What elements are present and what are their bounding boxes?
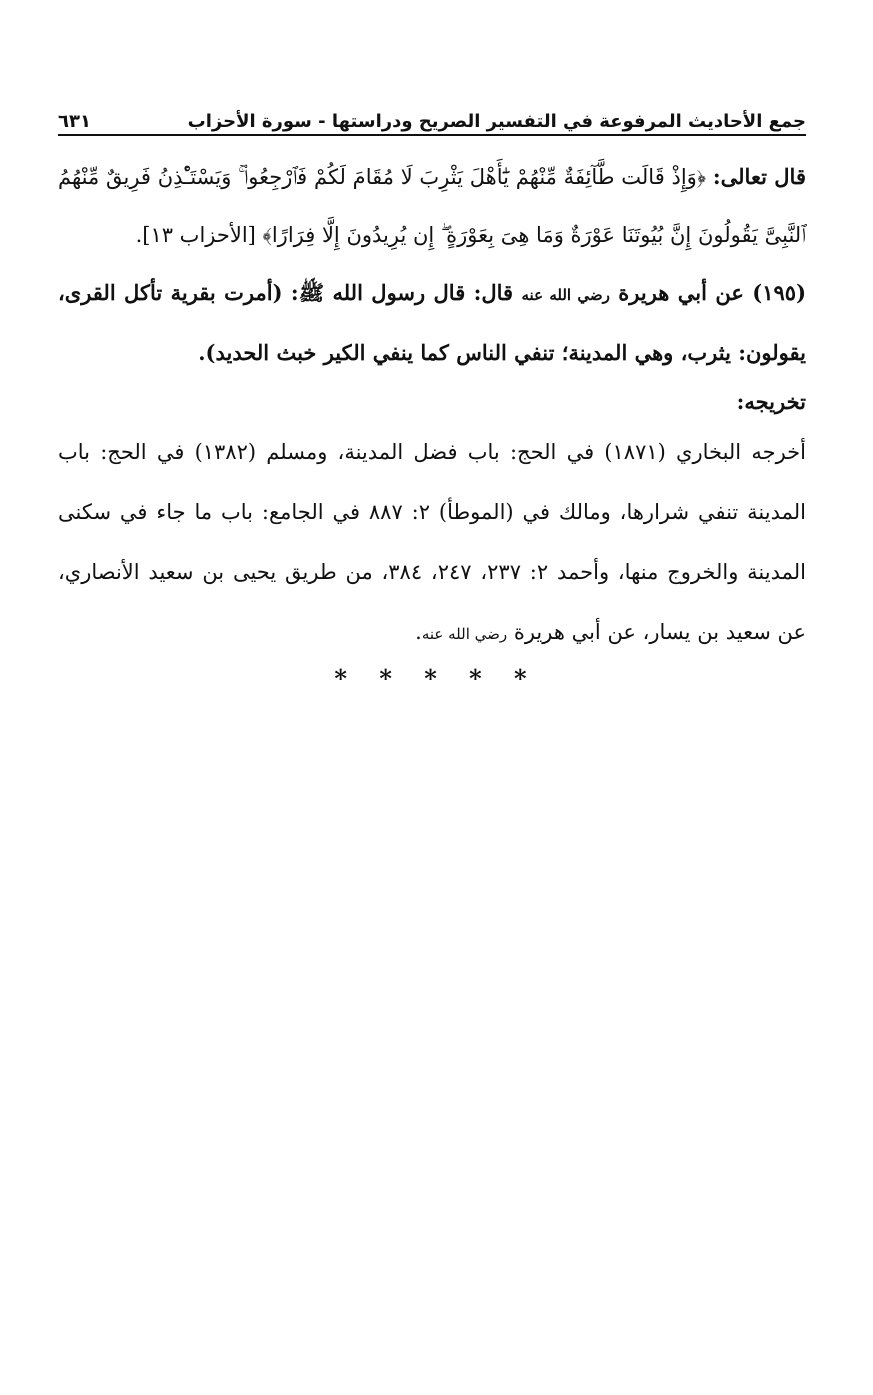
takhrij-paragraph: [58, 422, 806, 664]
hadith-matn: : (أمرت بقرية تأكل القرى، يقولون: يثرب، وهي المدينة؛ تنفي الناس كما ينفي الكير خبث الحديد).: [58, 280, 806, 365]
takhrij-end: .: [415, 620, 422, 644]
verse-intro: قال تعالى:: [712, 164, 806, 189]
companion-honorific: رضي الله عنه: [521, 286, 610, 304]
hadith-paragraph: [58, 264, 806, 382]
hadith-chain: عن أبي هريرة: [618, 280, 744, 305]
verse-reference: [الأحزاب ١٣].: [135, 223, 256, 247]
section-separator: * * * * *: [334, 664, 539, 693]
prophet-honorific: ﷺ: [298, 280, 325, 305]
takhrij-text: أخرجه البخاري (١٨٧١) في الحج: باب فضل المدينة، ومسلم (١٣٨٢) في الحج: باب المدينة تنفي شرارها، ومالك في (الموطأ) ٢: ٨٨٧ في الجامع: باب ما جاء في سكنى المدينة والخروج منها، وأحمد ٢: ٢٣٧، ٢٤٧، ٣٨٤، من طريق يحيى بن سعيد الأنصاري، عن سعيد بن يسار، عن أبي هريرة: [58, 440, 806, 644]
verse-text: ﴿وَإِذْ قَالَت طَّآئِفَةٌ مِّنْهُمْ يَٰٓأَهْلَ يَثْرِبَ لَا مُقَامَ لَكُمْ فَٱرْجِعُوا۟ ۚ وَيَسْتَـْٔذِنُ فَرِيقٌ مِّنْهُمُ ٱلنَّبِىَّ يَقُولُونَ إِنَّ بُيُوتَنَا عَوْرَةٌ وَمَا هِىَ بِعَوْرَةٍ ۖ إِن يُرِيدُونَ إِلَّا فِرَارًا﴾: [58, 165, 806, 247]
header-rule: [58, 134, 806, 136]
page-number: ٦٣١: [58, 111, 91, 132]
body-text: [58, 148, 806, 664]
running-header: [58, 104, 806, 132]
takhrij-heading: تخريجه:: [736, 389, 806, 414]
header-title: جمع الأحاديث المرفوعة في التفسير الصريح ودراستها - سورة الأحزاب: [187, 111, 806, 132]
takhrij-honorific: رضي الله عنه: [421, 625, 508, 643]
hadith-number: (١٩٥): [752, 280, 806, 305]
quran-verse-paragraph: [58, 148, 806, 264]
hadith-said: قال: قال رسول الله: [332, 280, 514, 305]
